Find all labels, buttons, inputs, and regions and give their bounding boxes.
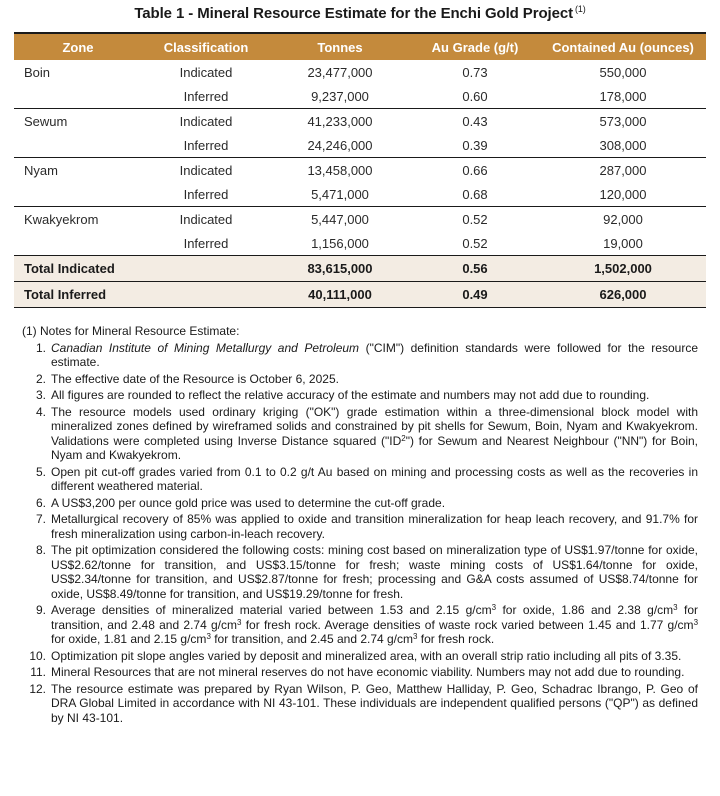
note-number: 10.	[29, 648, 46, 663]
cell-zone: Sewum	[24, 113, 68, 129]
cell-zone: Nyam	[24, 162, 58, 178]
table-header-row	[14, 33, 706, 60]
table-row	[14, 207, 706, 232]
note-item	[22, 682, 698, 726]
header-contained-au: Contained Au (ounces)	[540, 33, 706, 60]
total-grade: 0.49	[410, 282, 540, 308]
cell-contained: 178,000	[540, 84, 706, 109]
title-footnote-ref: (1)	[574, 4, 586, 14]
note-item	[22, 649, 698, 664]
cell-classification: Inferred	[142, 182, 270, 207]
note-text: Average densities of mineralized material varied between 1.53 and 2.15 g/cm	[51, 603, 492, 617]
note-text: Mineral Resources that are not mineral reserves do not have economic viability. Numbers may not add due to rounding.	[51, 665, 685, 679]
total-label: Total Indicated	[14, 256, 270, 282]
cell-contained: 287,000	[599, 162, 647, 178]
cell-tonnes: 41,233,000	[307, 113, 373, 129]
note-item	[22, 603, 698, 647]
note-number: 6.	[35, 495, 46, 510]
note-item	[22, 388, 698, 403]
total-inferred-row	[14, 282, 706, 308]
cell-tonnes: 1,156,000	[270, 231, 410, 256]
cell-contained: 550,000	[599, 64, 647, 80]
cell-contained: 308,000	[540, 133, 706, 158]
cell-grade: 0.68	[410, 182, 540, 207]
note-text: The resource models used ordinary kriging ("OK") grade estimation within a three-dimensional block model with mineralized zones defined by wireframed solids and constrained by pit shells for Sewum, Boin, Nyam and Kwakyekrom. Validations were completed using Inverse Distance squared ("ID	[51, 404, 698, 448]
table-row	[14, 109, 706, 134]
total-label: Total Inferred	[14, 282, 270, 308]
note-text: for transition, and 2.45 and 2.74 g/cm	[210, 632, 414, 646]
note-item	[22, 665, 698, 680]
cell-classification: Inferred	[142, 133, 270, 158]
note-number: 1.	[35, 340, 46, 355]
note-item	[22, 543, 698, 601]
cell-classification: Indicated	[179, 211, 233, 227]
cell-classification: Inferred	[142, 84, 270, 109]
note-superscript: 3	[237, 617, 242, 627]
cell-contained: 19,000	[540, 231, 706, 256]
cell-tonnes: 24,246,000	[270, 133, 410, 158]
note-text: The effective date of the Resource is October 6, 2025.	[51, 371, 339, 386]
note-text: for oxide, 1.86 and 2.38 g/cm	[496, 603, 674, 617]
notes-list	[22, 341, 698, 726]
table-row	[14, 182, 706, 207]
note-number: 5.	[35, 464, 46, 479]
cell-zone	[14, 133, 142, 158]
total-grade: 0.56	[410, 256, 540, 282]
cell-grade: 0.52	[410, 231, 540, 256]
table-row	[14, 133, 706, 158]
note-superscript: 3	[693, 617, 699, 627]
total-tonnes: 83,615,000	[270, 256, 410, 282]
note-number: 2.	[35, 371, 46, 386]
cell-contained: 92,000	[603, 211, 643, 227]
cell-grade: 0.60	[410, 84, 540, 109]
header-au-grade: Au Grade (g/t)	[410, 33, 540, 60]
table-row	[14, 60, 706, 84]
cell-contained: 573,000	[599, 113, 647, 129]
mineral-resource-table	[14, 32, 706, 308]
table-row	[14, 158, 706, 183]
cell-tonnes: 5,447,000	[311, 211, 369, 227]
note-italic-text: Canadian Institute of Mining Metallurgy and Petroleum	[51, 340, 360, 355]
cell-zone	[14, 84, 142, 109]
resource-notes	[22, 324, 698, 725]
note-item	[22, 512, 698, 541]
cell-grade: 0.52	[462, 211, 488, 227]
note-text: The resource estimate was prepared by Ryan Wilson, P. Geo, Matthew Halliday, P. Geo, Schadrac Ibrango, P. Geo of DRA Global Limited in accordance with NI 43-101. These individuals are independent qualified persons ("QP") as defined by NI 43-101.	[51, 681, 698, 725]
cell-grade: 0.39	[410, 133, 540, 158]
note-number: 7.	[35, 512, 46, 526]
note-number: 4.	[35, 404, 46, 419]
note-item	[22, 372, 698, 387]
cell-classification: Inferred	[142, 231, 270, 256]
note-number: 9.	[35, 603, 46, 617]
table-title-text: Table 1 - Mineral Resource Estimate for the Enchi Gold Project	[134, 5, 573, 22]
header-tonnes: Tonnes	[270, 33, 410, 60]
note-text: ("CIM") definition standards were followed for the resource estimate.	[51, 340, 698, 369]
notes-heading: (1) Notes for Mineral Resource Estimate:	[22, 324, 240, 338]
table-row	[14, 84, 706, 109]
total-tonnes: 40,111,000	[270, 282, 410, 308]
total-indicated-row	[14, 256, 706, 282]
cell-tonnes: 5,471,000	[270, 182, 410, 207]
total-contained: 626,000	[540, 282, 706, 308]
note-text: for oxide, 1.81 and 2.15 g/cm	[51, 632, 207, 646]
total-contained: 1,502,000	[540, 256, 706, 282]
note-text: The pit optimization considered the following costs: mining cost based on mineralization type of US$1.97/tonne for oxide, US$2.62/tonne for transition, and US$3.15/tonne for fresh; waste mining costs of US$1.64/tonne for oxide, US$2.34/tonne for transition, and US$2.87/tonne for fresh; processing and G&A costs assumed of US$8.74/tonne for oxide, US$8.49/tonne for transition, and US$19.29/tonne for fresh.	[51, 543, 698, 601]
note-superscript: 3	[673, 603, 678, 612]
note-number: 11.	[30, 665, 46, 679]
cell-tonnes: 13,458,000	[307, 162, 373, 178]
cell-grade: 0.66	[462, 162, 488, 178]
cell-grade: 0.73	[462, 64, 488, 80]
note-text: All figures are rounded to reflect the relative accuracy of the estimate and numbers may not add due to rounding.	[51, 388, 650, 402]
note-item	[22, 341, 698, 370]
header-zone: Zone	[14, 33, 142, 60]
note-text: Metallurgical recovery of 85% was applied to oxide and transition mineralization for heap leach recovery, and 91.7% for fresh mineralization using carbon-in-leach recovery.	[51, 512, 698, 541]
note-text: Optimization pit slope angles varied by deposit and mineralized area, with an overall strip ratio including all pits of 3.35.	[51, 648, 682, 663]
cell-zone	[14, 231, 142, 256]
note-text: for fresh rock.	[417, 632, 495, 646]
cell-contained: 120,000	[540, 182, 706, 207]
cell-classification: Indicated	[179, 64, 233, 80]
note-text: for transition, and 2.48 and 2.74 g/cm	[51, 603, 699, 632]
table-title	[0, 4, 720, 22]
note-superscript: 3	[206, 632, 211, 641]
cell-tonnes: 9,237,000	[270, 84, 410, 109]
header-classification: Classification	[142, 33, 270, 60]
cell-classification: Indicated	[179, 162, 233, 178]
note-text: Open pit cut-off grades varied from 0.1 to 0.2 g/t Au based on mining and processing costs as well as the recoveries in different weathered material.	[51, 464, 698, 493]
note-number: 3.	[35, 388, 46, 402]
note-superscript: 3	[413, 632, 418, 641]
note-text: ") for Sewum and Nearest Neighbour ("NN") for Boin, Nyam and Kwakyekrom.	[51, 433, 698, 462]
note-superscript: 2	[401, 433, 406, 443]
cell-grade: 0.43	[462, 113, 488, 129]
note-number: 8.	[35, 543, 46, 557]
note-text: for fresh rock. Average densities of waste rock varied between 1.45 and 1.77 g/cm	[241, 617, 694, 632]
cell-zone: Boin	[24, 64, 51, 80]
table-row	[14, 231, 706, 256]
note-item	[22, 405, 698, 463]
cell-zone	[14, 182, 142, 207]
note-superscript: 3	[491, 603, 497, 612]
note-item	[22, 465, 698, 494]
note-text: A US$3,200 per ounce gold price was used to determine the cut-off grade.	[51, 495, 446, 510]
note-item	[22, 496, 698, 511]
note-number: 12.	[29, 681, 46, 696]
cell-classification: Indicated	[179, 113, 233, 129]
cell-tonnes: 23,477,000	[307, 64, 373, 80]
cell-zone: Kwakyekrom	[24, 211, 99, 227]
